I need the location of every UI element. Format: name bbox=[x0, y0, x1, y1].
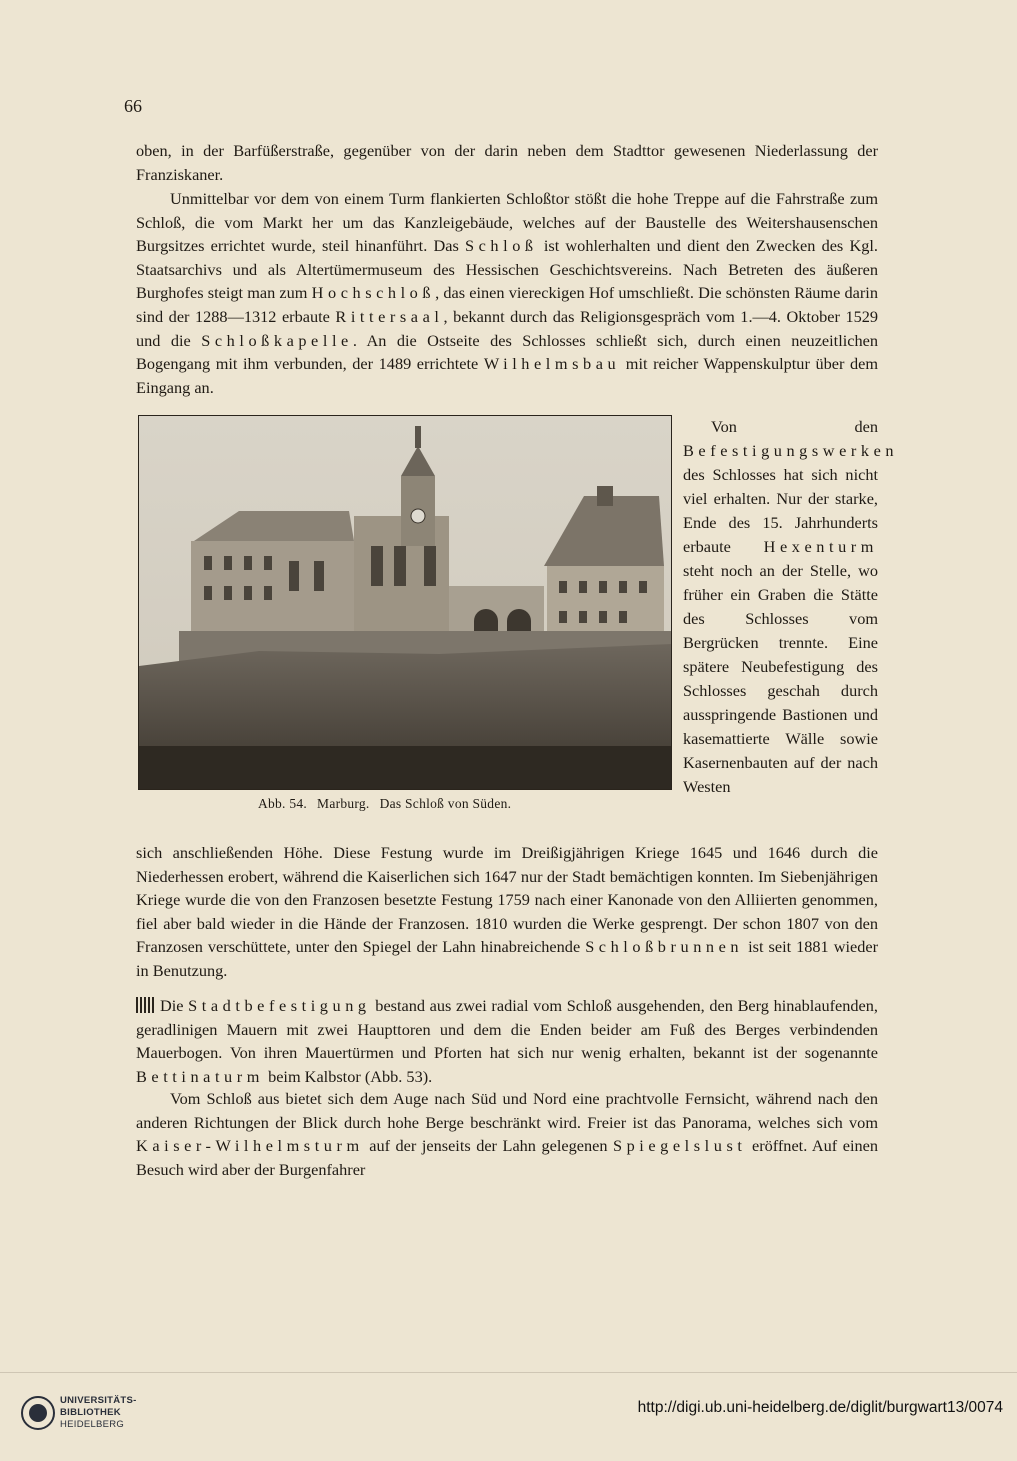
footer-bar bbox=[0, 1372, 1017, 1461]
paragraph-1: oben, in der Barfüßerstraße, gegenüber von der darin neben dem Stadttor gewesenen Niederlassung der Franziskaner. bbox=[136, 141, 878, 184]
paragraph-5: Vom Schloß aus bietet sich dem Auge nach Süd und Nord eine prachtvolle Fernsicht, während nach den anderen Richtungen der Blick durch hohe Berge beschränkt wird. Freier ist das Panorama, welches sich vom Kaiser-Wilhelmsturm auf der jenseits der Lahn gelegenen Spiegelslust eröffnet. Auf einen Besuch wird aber der Burgenfahrer bbox=[136, 1089, 878, 1179]
side-column-text: Von den Befestigungswerken des Schlosses hat sich nicht viel erhalten. Nur der starke, Ende des 15. Jahrhunderts erbaute Hexenturm steht noch an der Stelle, wo früher ein Graben die Stätte des Schlosses vom Bergrücken trennte. Eine spätere Neubefestigung des Schlosses geschah durch ausspringende Bastionen und kasemattierte Wälle sowie Kasernenbauten auf der nach Westen bbox=[683, 417, 899, 796]
page-number: 66 bbox=[124, 96, 142, 116]
paragraph-4: Die Stadtbefestigung bestand aus zwei radial vom Schloß ausgehenden, den Berg hinablaufenden, geradlinigen Mauern mit zwei Haupttoren und dem die Enden beider am Fuß des Berges verbindenden Mauerbogen. Von ihren Mauertürmen und Pforten hat sich nur wenig erhalten, bekannt ist der sogenannte Bettinaturm beim Kalbstor (Abb. 53). bbox=[136, 996, 878, 1086]
margin-marker bbox=[136, 997, 154, 1013]
paragraph-3: sich anschließenden Höhe. Diese Festung wurde im Dreißigjährigen Kriege 1645 und 1646 durch die Niederhessen erobert, während die Kaiserlichen sich 1647 nur der Stadt bemächtigen konnten. Im Siebenjährigen Kriege wurde die von den Franzosen besetzte Festung 1759 nach einer Kanonade von den Alliierten genommen, fiel aber bald wieder in die Hände der Franzosen. 1810 wurden die Werke gesprengt. Der schon 1807 von den Franzosen verschüttete, unter den Spiegel der Lahn hinabreichende Schloßbrunnen ist seit 1881 wieder in Benutzung. bbox=[136, 843, 878, 980]
library-name: UNIVERSITÄTS- BIBLIOTHEK HEIDELBERG bbox=[60, 1395, 137, 1430]
source-url-link[interactable]: http://digi.ub.uni-heidelberg.de/diglit/burgwart13/0074 bbox=[637, 1399, 1003, 1416]
university-logo-icon bbox=[20, 1395, 56, 1431]
castle-photo bbox=[138, 415, 672, 790]
figure-caption: Abb. 54. Marburg. Das Schloß von Süden. bbox=[258, 796, 512, 811]
paragraph-2: Unmittelbar vor dem von einem Turm flankierten Schloßtor stößt die hohe Treppe auf die Fahrstraße zum Schloß, die vom Markt her um das Kanzleigebäude, welches auf der Baustelle des Weitershausenschen Burgsitzes errichtet wurde, steil hinanführt. Das Schloß ist wohlerhalten und dient den Zwecken des Kgl. Staatsarchivs und als Altertümermuseum des Hessischen Geschichtsvereins. Nach Betreten des äußeren Burghofes steigt man zum Hochschloß, das einen viereckigen Hof umschließt. Die schönsten Räume darin sind der 1288—1312 erbaute Rittersaal, bekannt durch das Religionsgespräch vom 1.—4. Oktober 1529 und die Schloßkapelle. An die Ostseite des Schlosses schließt sich, durch einen neuzeitlichen Bogengang mit ihm verbunden, der 1489 errichtete Wilhelmsbau mit reicher Wappenskulptur über dem Eingang an. bbox=[136, 189, 879, 397]
